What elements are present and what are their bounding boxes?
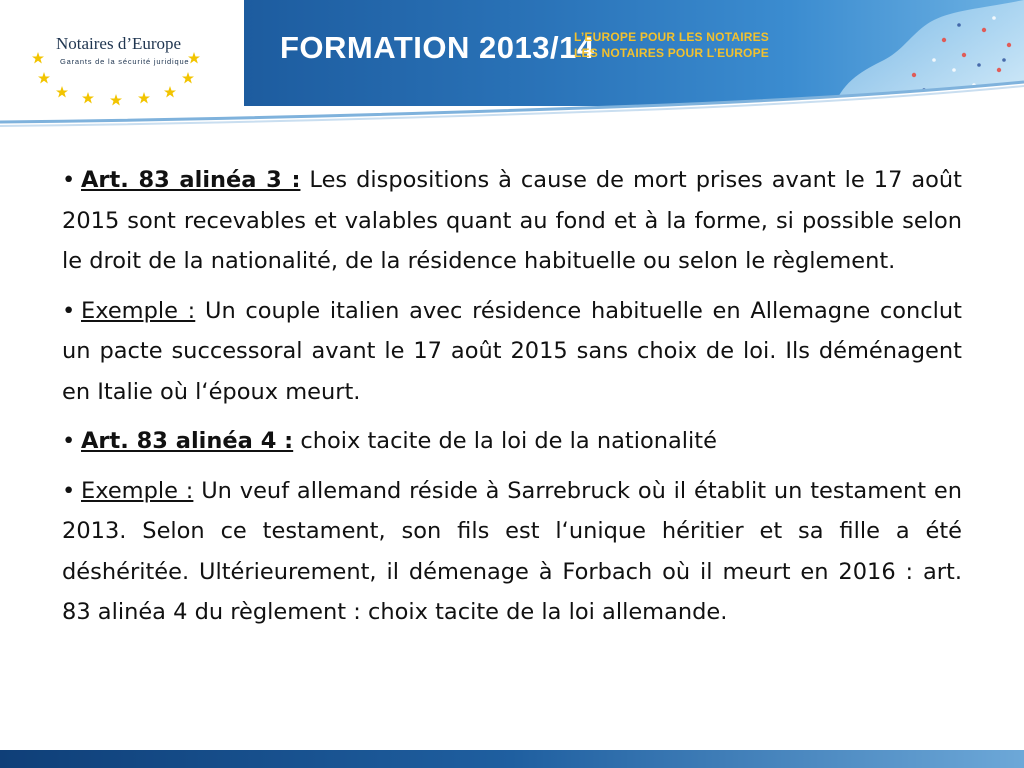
slide-body [62,160,962,642]
item-text: Un veuf allemand réside à Sarrebruck où il établit un testament en 2013. Selon ce testament, son fils est l‘unique héritier et sa fille a été déshéritée. Ultérieurement, il démenage à Forbach où il meurt en 2016 : art. 83 alinéa 4 du règlement : choix tacite de la loi allemande. [62,477,962,625]
bullet-dot: • [62,297,76,324]
logo-name: Notaires d’Europe [56,34,182,53]
banner-subtitle-2: LES NOTAIRES POUR L’EUROPE [574,46,770,60]
bullet-item [62,471,962,633]
item-lead: Art. 83 alinéa 3 : [81,167,301,193]
item-text: Les dispositions à cause de mort prises avant le 17 août 2015 sont recevables et valables quant au fond et à la forme, si possible selon le droit de la nationalité, de la résidence habituelle ou selon le règlement. [62,167,962,274]
item-lead: Art. 83 alinéa 4 : [81,428,294,454]
item-text: Un couple italien avec résidence habituelle en Allemagne conclut un pacte successoral avant le 17 août 2015 sans choix de loi. Ils déménagent en Italie où l‘époux meurt. [62,297,962,405]
bullet-item [62,421,962,462]
logo-tagline: Garants de la sécurité juridique [60,57,190,66]
bullet-item [62,160,962,282]
slide-header [0,0,1024,130]
item-lead: Exemple : [81,477,194,504]
banner-subtitle-1: L’EUROPE POUR LES NOTAIRES [574,30,770,44]
header-swoosh [0,80,1024,135]
footer-bar [0,750,1024,768]
item-lead: Exemple : [81,297,196,324]
bullet-dot: • [62,167,76,193]
item-text: choix tacite de la loi de la nationalité [293,428,717,454]
banner-title: FORMATION 2013/14 [280,30,595,65]
bullet-item [62,291,962,413]
bullet-dot: • [62,477,76,504]
bullet-dot: • [62,428,76,454]
